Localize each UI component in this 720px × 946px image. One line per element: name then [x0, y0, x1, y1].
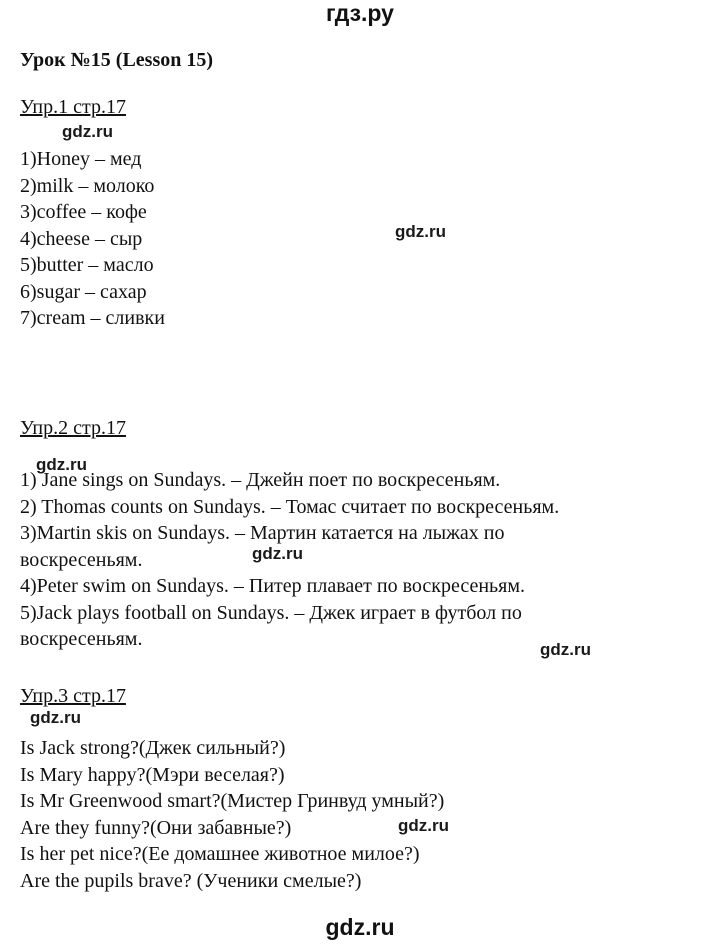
exercise-1-heading: Упр.1 стр.17 [20, 96, 126, 118]
list-item: 2) Thomas counts on Sundays. – Томас считает по воскресеньям. [20, 495, 560, 518]
list-item: Are the pupils brave? (Ученики смелые?) [20, 869, 362, 892]
list-item: 3)coffee – кофе [20, 201, 147, 223]
list-item: воскресеньям. [20, 628, 143, 650]
list-item: 5)Jack plays football on Sundays. – Джек играет в футбол по [20, 601, 522, 624]
watermark: gdz.ru [30, 708, 81, 727]
watermark: gdz.ru [540, 640, 591, 659]
list-item: 5)butter – масло [20, 254, 154, 276]
lesson-title: Урок №15 (Lesson 15) [20, 49, 214, 71]
list-item: Are they funny?(Они забавные?) [20, 816, 292, 839]
watermark: gdz.ru [398, 816, 449, 835]
list-item: 7)cream – сливки [20, 307, 165, 329]
exercise-2-heading: Упр.2 стр.17 [20, 417, 126, 439]
watermark: gdz.ru [62, 122, 113, 141]
exercise-1-list [20, 146, 165, 332]
list-item: Is her pet nice?(Ее домашнее животное милое?) [20, 843, 420, 865]
list-item: 4)Peter swim on Sundays. – Питер плавает по воскресеньям. [20, 575, 526, 597]
list-item: Is Jack strong?(Джек сильный?) [20, 737, 286, 759]
list-item: Is Mr Greenwood smart?(Мистер Гринвуд умный?) [20, 790, 445, 812]
list-item: 2)milk – молоко [20, 174, 155, 197]
list-item: 1)Honey – мед [20, 148, 142, 170]
list-item: 1) Jane sings on Sundays. – Джейн поет по воскресеньям. [20, 469, 501, 491]
list-item: воскресеньям. [20, 548, 143, 571]
list-item: 6)sugar – сахар [20, 280, 147, 303]
footer-watermark: gdz.ru [325, 914, 395, 940]
list-item: 4)cheese – сыр [20, 227, 143, 250]
watermark: gdz.ru [395, 222, 446, 241]
exercise-3-list [20, 735, 444, 894]
list-item: Is Mary happy?(Мэри веселая?) [20, 763, 285, 786]
watermark: gdz.ru [36, 455, 87, 474]
site-header: гдз.ру [326, 0, 394, 26]
watermark: gdz.ru [252, 544, 303, 563]
list-item: 3)Martin skis on Sundays. – Мартин катается на лыжах по [20, 522, 505, 544]
exercise-3-heading: Упр.3 стр.17 [20, 685, 126, 707]
